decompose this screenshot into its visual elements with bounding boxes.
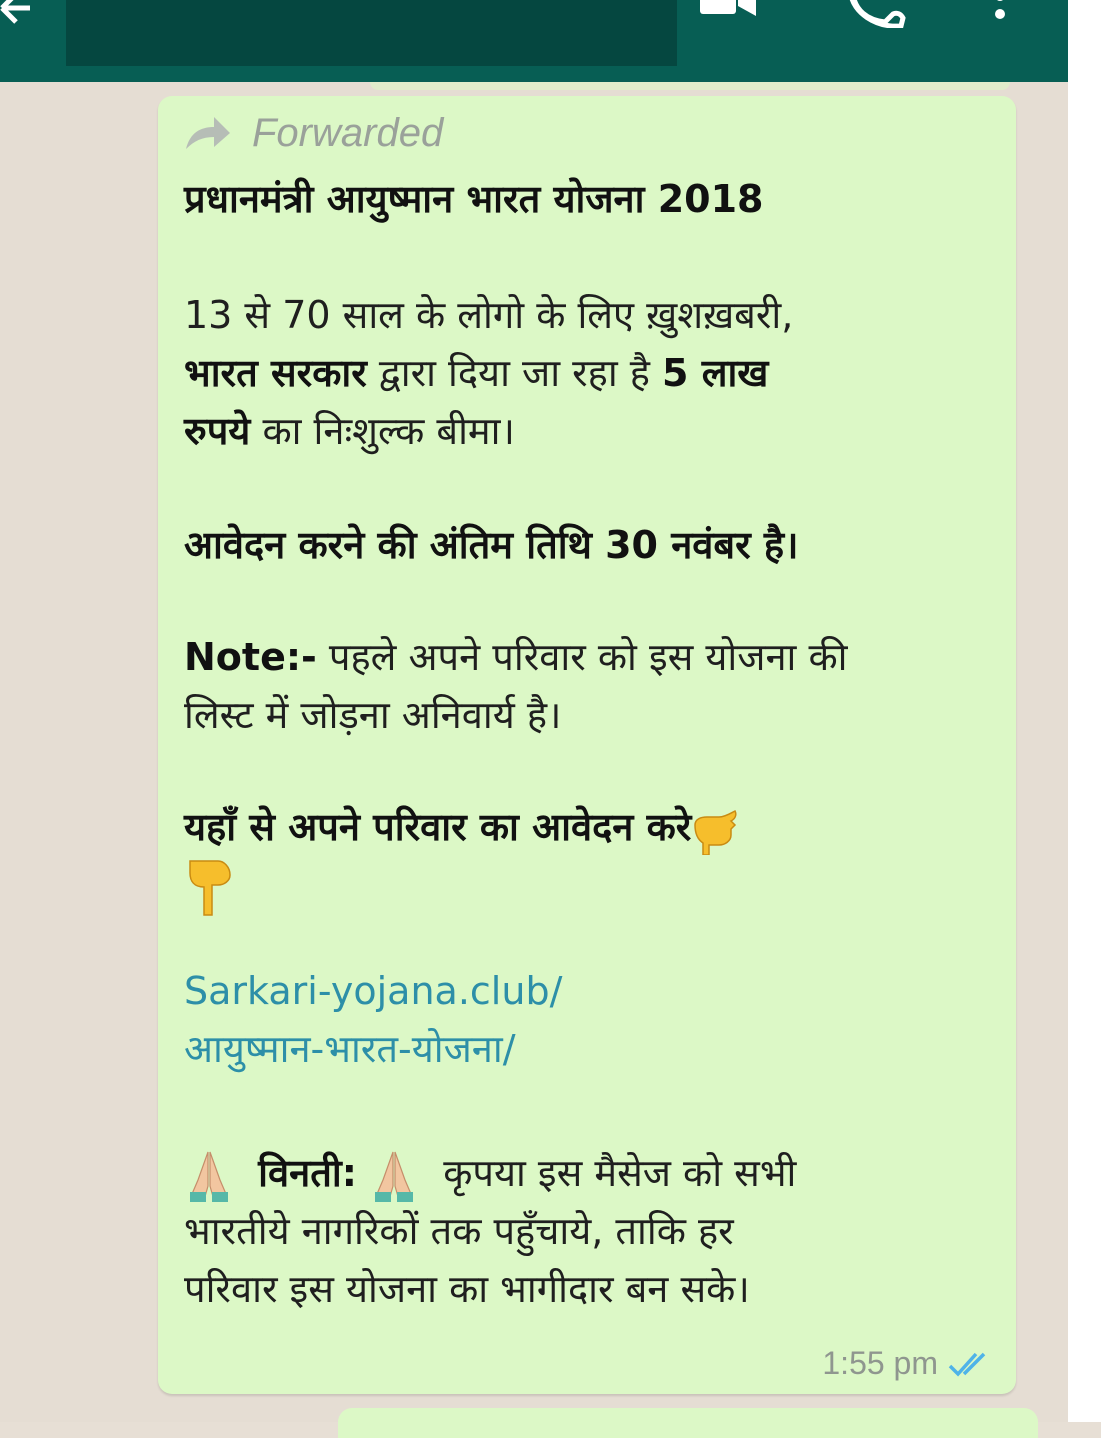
pointing-right-icon (691, 805, 741, 855)
paragraph-offer (184, 286, 984, 460)
request-line-2: भारतीये नागरिकों तक पहुँचाये, ताकि हर (184, 1209, 734, 1253)
screen-edge (1068, 0, 1101, 1422)
forward-arrow-icon (184, 115, 232, 151)
forwarded-row (184, 110, 443, 156)
offer-line-1: 13 से 70 साल के लोगो के लिए ख़ुशख़बरी, (184, 293, 794, 337)
link-line-1[interactable]: Sarkari-yojana.club/ (184, 969, 563, 1013)
folded-hands-icon (184, 1150, 234, 1202)
note-line-1-rest: पहले अपने परिवार को इस योजना की (316, 635, 848, 679)
offer-line-3 (184, 402, 984, 460)
pointing-down-icon (184, 857, 234, 919)
previous-bubble-edge (370, 82, 1010, 90)
govt-bold: भारत सरकार (184, 351, 367, 395)
offer-line-3-rest: का निःशुल्क बीमा। (250, 409, 515, 453)
website-link[interactable] (184, 962, 984, 1078)
offer-line-2-rest: द्वारा दिया जा रहा है (366, 351, 663, 395)
request-line-3: परिवार इस योजना का भागीदार बन सके। (184, 1267, 750, 1311)
forwarded-label: Forwarded (252, 110, 444, 155)
chat-header (0, 0, 1068, 82)
note-line-1 (184, 628, 984, 686)
title-text: प्रधानमंत्री आयुष्मान भारत योजना 2018 (184, 177, 764, 221)
apply-here-paragraph (184, 798, 984, 928)
note-label: Note:- (184, 635, 317, 679)
message-title (184, 170, 984, 228)
note-paragraph (184, 628, 984, 744)
request-paragraph (184, 1144, 984, 1318)
arrow-left-icon[interactable] (0, 0, 40, 28)
double-check-icon (948, 1350, 994, 1378)
link-line-2[interactable]: आयुष्मान-भारत-योजना/ (184, 1027, 516, 1071)
apply-line-2 (184, 856, 984, 928)
amount-bold: 5 लाख (662, 351, 769, 395)
apply-line (184, 798, 984, 856)
offer-line-2 (184, 344, 984, 402)
contact-name-area[interactable] (66, 0, 677, 66)
apply-here-text: यहाँ से अपने परिवार का आवेदन करे (184, 805, 692, 849)
message-meta (822, 1345, 994, 1382)
request-label: विनती: (258, 1151, 357, 1195)
deadline-line: आवेदन करने की अंतिम तिथि 30 नवंबर है। (184, 523, 799, 567)
note-line-2: लिस्ट में जोड़ना अनिवार्य है। (184, 693, 562, 737)
message-time: 1:55 pm (822, 1345, 938, 1381)
more-vert-icon[interactable] (985, 0, 1015, 24)
folded-hands-icon (369, 1150, 419, 1202)
request-line-1-rest: कृपया इस मैसेज को सभी (443, 1151, 797, 1195)
next-message-bubble (338, 1408, 1038, 1438)
message-bubble[interactable] (158, 96, 1016, 1394)
rupees-bold: रुपये (184, 409, 251, 453)
phone-icon[interactable] (845, 0, 907, 28)
request-line-1 (184, 1144, 984, 1202)
video-call-icon[interactable] (698, 0, 758, 24)
deadline-text (184, 516, 984, 574)
